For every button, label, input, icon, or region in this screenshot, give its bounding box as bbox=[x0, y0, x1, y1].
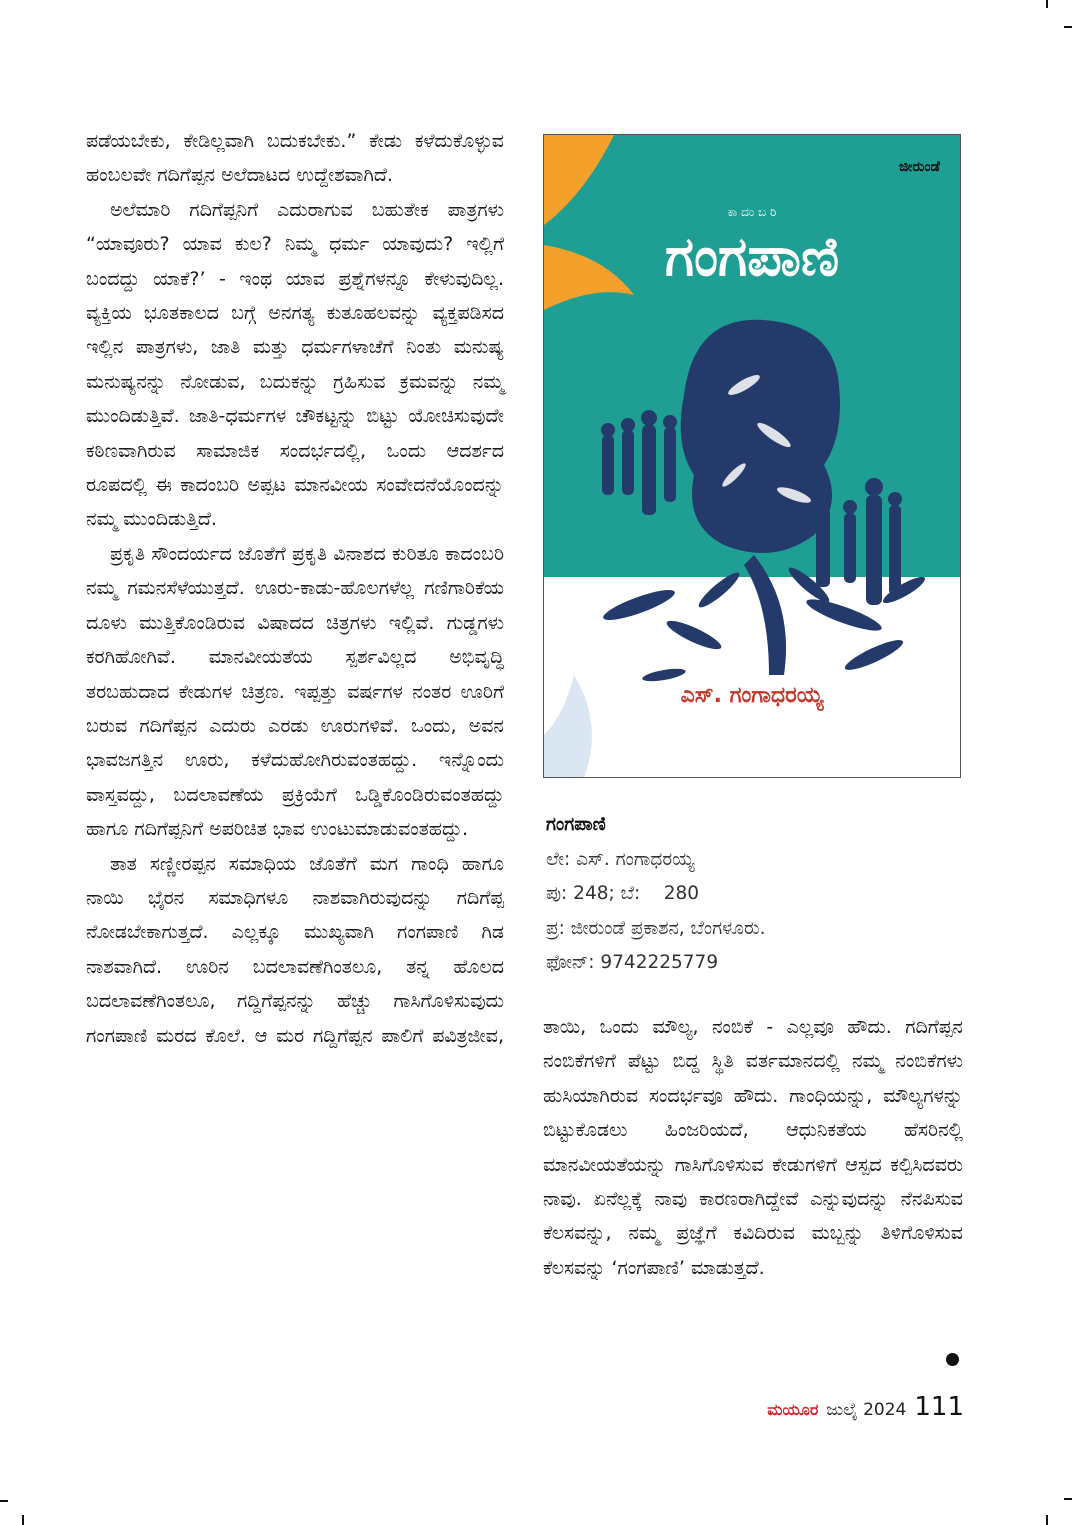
book-info-phone: ಫೋನ್: 9742225779 bbox=[546, 952, 719, 973]
publisher-logo: ಜೀರುಂಡೆ bbox=[899, 159, 940, 175]
end-mark-icon bbox=[946, 1353, 959, 1366]
page-number: 111 bbox=[914, 1392, 964, 1422]
book-info-author: ಲೇ: ಎಸ್. ಗಂಗಾಧರಯ್ಯ bbox=[546, 848, 695, 870]
paragraph: ತಾಯಿ, ಒಂದು ಮೌಲ್ಯ, ನಂಬಿಕೆ - ಎಲ್ಲವೂ ಹೌದು. ಗದಿಗೆಪ್ಪನ ನಂಬಿಕೆಗಳಿಗೆ ಪೆಟ್ಟು ಬಿದ್ದ ಸ್ಥಿತಿ ವರ್ತಮಾನದಲ್ಲಿ ನಮ್ಮ ನಂಬಿಕೆಗಳು ಹುಸಿಯಾಗಿರುವ ಸಂದರ್ಭವೂ ಹೌದು. ಗಾಂಧಿಯನ್ನು, ಮೌಲ್ಯಗಳನ್ನು ಬಿಟ್ಟುಕೊಡಲು ಹಿಂಜರಿಯದೆ, ಆಧುನಿಕತೆಯ ಹೆಸರಿನಲ್ಲಿ ಮಾನವೀಯತೆಯನ್ನು ಗಾಸಿಗೊಳಿಸುವ ಕೇಡುಗಳಿಗೆ ಆಸ್ಪದ ಕಲ್ಪಿಸಿದವರು ನಾವು. ಏನೆಲ್ಲಕ್ಕೆ ನಾವು ಕಾರಣರಾಗಿದ್ದೇವೆ ಎನ್ನುವುದನ್ನು ನೆನಪಿಸುವ ಕೆಲಸವನ್ನು, ನಮ್ಮ ಪ್ರಜ್ಞೆಗೆ ಕವಿದಿರುವ ಮಬ್ಬನ್ನು ತಿಳಿಗೊಳಿಸುವ ಕೆಲಸವನ್ನು ‘ಗಂಗಪಾಣಿ’ ಮಾಡುತ್ತದೆ. bbox=[543, 1016, 963, 1279]
book-info-publisher: ಪ್ರ: ಜೀರುಂಡೆ ಪ್ರಕಾಶನ, ಬೆಂಗಳೂರು. bbox=[546, 917, 766, 939]
crop-mark bbox=[1064, 1498, 1072, 1500]
cover-author: ಎಸ್. ಗಂಗಾಧರಯ್ಯ bbox=[680, 683, 824, 708]
crop-mark bbox=[22, 1515, 24, 1525]
paragraph: ಪಡೆಯಬೇಕು, ಕೇಡಿಲ್ಲವಾಗಿ ಬದುಕಬೇಕು.” ಕೇಡು ಕಳೆದುಕೊಳ್ಳುವ ಹಂಬಲವೇ ಗದಿಗೆಪ್ಪನ ಅಲೆದಾಟದ ಉದ್ದೇಶವಾಗಿದೆ. bbox=[86, 130, 504, 187]
crop-mark bbox=[1046, 0, 1048, 8]
book-info-price: ಪು: 248; ಬೆ: 280 bbox=[546, 883, 700, 904]
page-footer bbox=[740, 1392, 964, 1428]
article-left-column bbox=[86, 124, 504, 1053]
crop-mark bbox=[1046, 1515, 1048, 1525]
book-info-title: ಗಂಗಪಾಣಿ bbox=[546, 814, 606, 835]
paragraph: ಪ್ರಕೃತಿ ಸೌಂದರ್ಯದ ಜೊತೆಗೆ ಪ್ರಕೃತಿ ವಿನಾಶದ ಕುರಿತೂ ಕಾದಂಬರಿ ನಮ್ಮ ಗಮನಸೆಳೆಯುತ್ತದೆ. ಊರು-ಕಾಡು-ಹೊಲಗಳೆಲ್ಲ ಗಣಿಗಾರಿಕೆಯ ದೂಳು ಮುತ್ತಿಕೊಂಡಿರುವ ವಿಷಾದದ ಚಿತ್ರಗಳು ಇಲ್ಲಿವೆ. ಗುಡ್ಡಗಳು ಕರಗಿಹೋಗಿವೆ. ಮಾನವೀಯತೆಯ ಸ್ಪರ್ಶವಿಲ್ಲದ ಅಭಿವೃದ್ಧಿ ತರಬಹುದಾದ ಕೇಡುಗಳ ಚಿತ್ರಣ. ಇಪ್ಪತ್ತು ವರ್ಷಗಳ ನಂತರ ಊರಿಗೆ ಬರುವ ಗದಿಗೆಪ್ಪನ ಎದುರು ಎರಡು ಊರುಗಳಿವೆ. ಒಂದು, ಅವನ ಭಾವಜಗತ್ತಿನ ಊರು, ಕಳೆದುಹೋಗಿರುವಂತಹದ್ದು. ಇನ್ನೊಂದು ವಾಸ್ತವದ್ದು, ಬದಲಾವಣೆಯ ಪ್ರಕ್ರಿಯೆಗೆ ಒಡ್ಡಿಕೊಂಡಿರುವಂತಹದ್ದು ಹಾಗೂ ಗದಿಗೆಪ್ಪನಿಗೆ ಅಪರಿಚಿತ ಭಾವ ಉಂಟುಮಾಡುವಂತಹದ್ದು. bbox=[86, 542, 504, 841]
article-right-column bbox=[543, 1010, 963, 1285]
magazine-name: ಮಯೂರ bbox=[767, 1400, 819, 1419]
issue-date: ಜುಲೈ 2024 bbox=[826, 1400, 907, 1420]
crop-mark bbox=[0, 1500, 8, 1502]
paragraph: ಅಲೆಮಾರಿ ಗದಿಗೆಪ್ಪನಿಗೆ ಎದುರಾಗುವ ಬಹುತೇಕ ಪಾತ್ರಗಳು “ಯಾವೂರು? ಯಾವ ಕುಲ? ನಿಮ್ಮ ಧರ್ಮ ಯಾವುದು? ಇಲ್ಲಿಗೆ ಬಂದದ್ದು ಯಾಕೆ?’ - ಇಂಥ ಯಾವ ಪ್ರಶ್ನೆಗಳನ್ನೂ ಕೇಳುವುದಿಲ್ಲ. ವ್ಯಕ್ತಿಯ ಭೂತಕಾಲದ ಬಗ್ಗೆ ಅನಗತ್ಯ ಕುತೂಹಲವನ್ನು ವ್ಯಕ್ತಪಡಿಸದ ಇಲ್ಲಿನ ಪಾತ್ರಗಳು, ಜಾತಿ ಮತ್ತು ಧರ್ಮಗಳಾಚೆಗೆ ನಿಂತು ಮನುಷ್ಯ ಮನುಷ್ಯನನ್ನು ನೋಡುವ, ಬದುಕನ್ನು ಗ್ರಹಿಸುವ ಕ್ರಮವನ್ನು ನಮ್ಮ ಮುಂದಿಡುತ್ತಿವೆ. ಜಾತಿ-ಧರ್ಮಗಳ ಚೌಕಟ್ಟನ್ನು ಬಿಟ್ಟು ಯೋಚಿಸುವುದೇ ಕಠಿಣವಾಗಿರುವ ಸಾಮಾಜಿಕ ಸಂದರ್ಭದಲ್ಲಿ, ಒಂದು ಆದರ್ಶದ ರೂಪದಲ್ಲಿ ಈ ಕಾದಂಬರಿ ಅಪ್ಪಟ ಮಾನವೀಯ ಸಂವೇದನೆಯೊಂದನ್ನು ನಮ್ಮ ಮುಂದಿಡುತ್ತಿದೆ. bbox=[86, 198, 504, 531]
book-cover bbox=[543, 134, 961, 778]
crop-mark bbox=[1064, 26, 1072, 28]
book-info bbox=[546, 808, 966, 981]
paragraph: ತಾತ ಸಣ್ಣೀರಪ್ಪನ ಸಮಾಧಿಯ ಜೊತೆಗೆ ಮಗ ಗಾಂಧಿ ಹಾಗೂ ನಾಯಿ ಭೈರನ ಸಮಾಧಿಗಳೂ ನಾಶವಾಗಿರುವುದನ್ನು ಗದಿಗೆಪ್ಪ ನೋಡಬೇಕಾಗುತ್ತದೆ. ಎಲ್ಲಕ್ಕೂ ಮುಖ್ಯವಾಗಿ ಗಂಗಪಾಣಿ ಗಿಡ ನಾಶವಾಗಿದೆ. ಊರಿನ ಬದಲಾವಣೆಗಿಂತಲೂ, ತನ್ನ ಹೊಲದ ಬದಲಾವಣೆಗಿಂತಲೂ, ಗದ್ದಿಗೆಪ್ಪನನ್ನು ಹೆಚ್ಚು ಗಾಸಿಗೊಳಿಸುವುದು ಗಂಗಪಾಣಿ ಮರದ ಕೊಲೆ. ಆ ಮರ ಗದ್ದಿಗೆಪ್ಪನ ಪಾಲಿಗೆ ಪವಿತ್ರಜೀವ, bbox=[86, 852, 504, 1047]
cover-title: ಗಂಗಪಾಣಿ bbox=[664, 225, 840, 288]
cover-genre: ಕಾ ದಂ ಬ ರಿ bbox=[727, 205, 777, 219]
